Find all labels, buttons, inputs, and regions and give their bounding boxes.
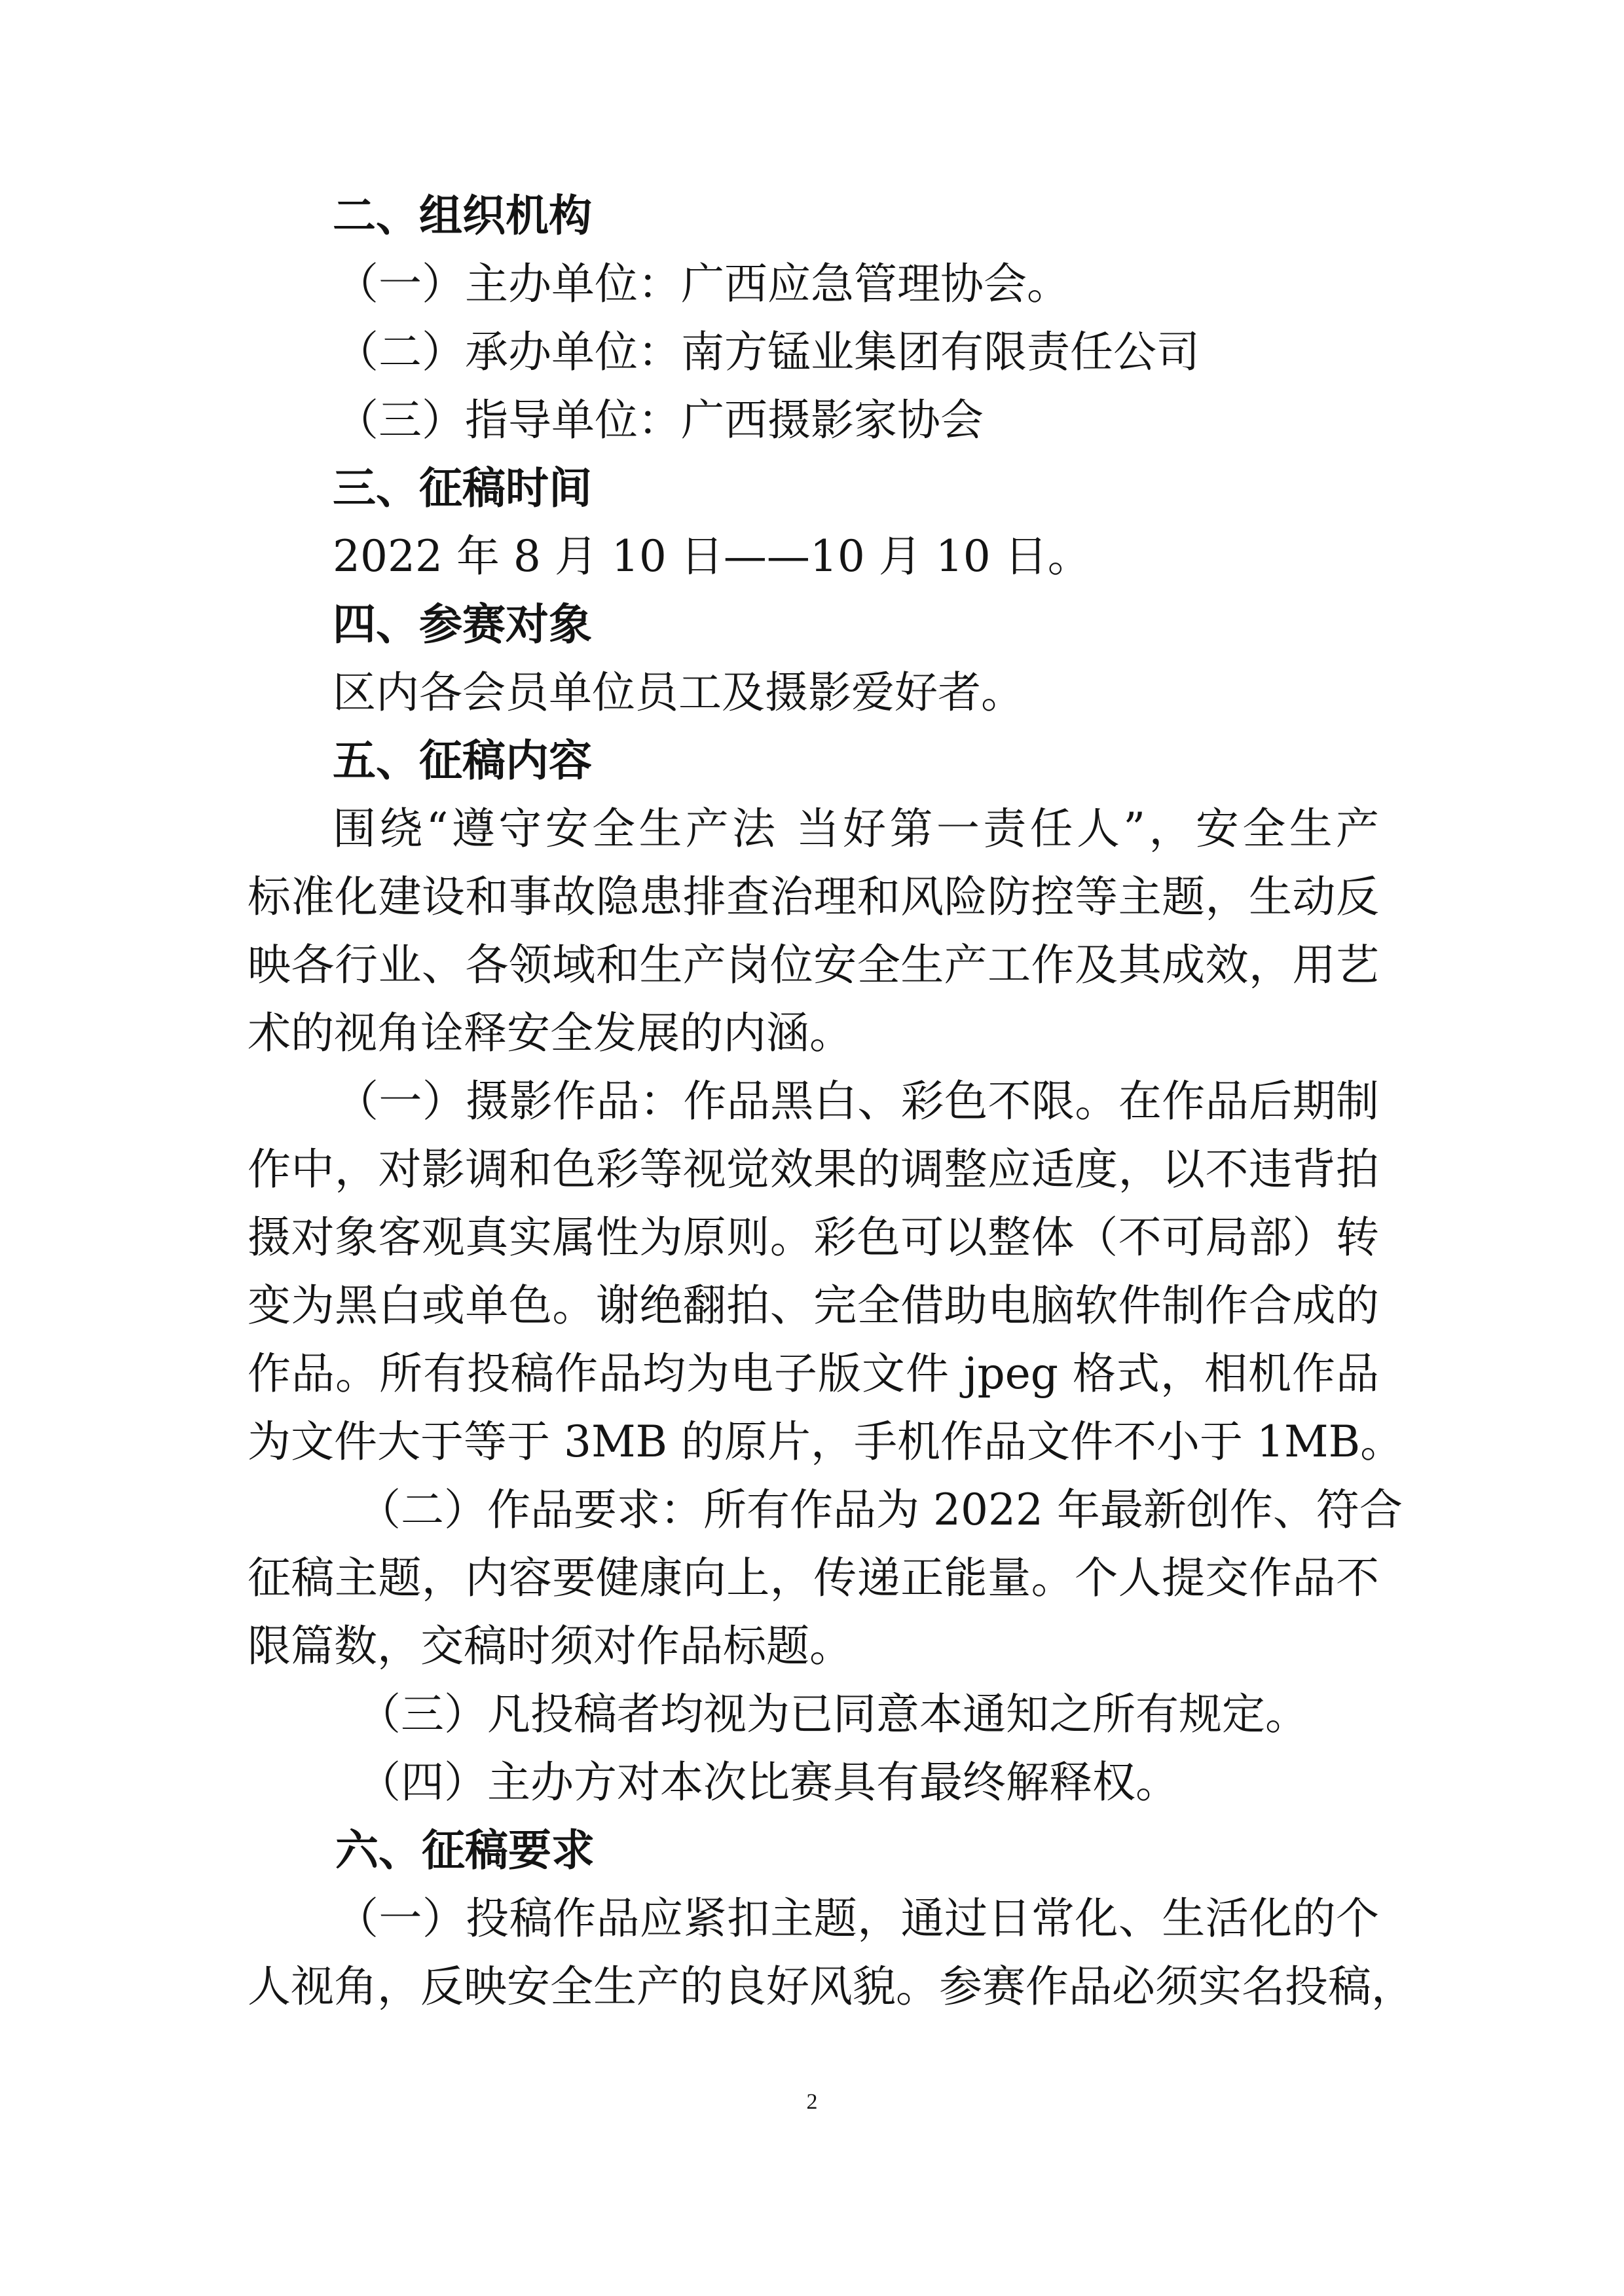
paragraph-line: （一）摄影作品：作品黑白、彩色不限。在作品后期制 [335,1076,1379,1126]
paragraph-line: 摄对象客观真实属性为原则。彩色可以整体（不可局部）转 [248,1212,1379,1263]
section-heading-organization: 二、组织机构 [333,191,592,241]
paragraph-line: 区内各会员单位员工及摄影爱好者。 [333,667,1024,718]
paragraph-line: （一）投稿作品应紧扣主题，通过日常化、生活化的个 [335,1893,1379,1944]
paragraph-line: 限篇数，交稿时须对作品标题。 [248,1621,853,1671]
paragraph-line: 围绕“遵守安全生产法 当好第一责任人”，安全生产 [333,804,1379,854]
paragraph-line: 映各行业、各领域和生产岗位安全生产工作及其成效，用艺 [248,940,1379,990]
paragraph-line: 标准化建设和事故隐患排查治理和风险防控等主题，生动反 [248,872,1379,922]
paragraph-line: 人视角，反映安全生产的良好风貌。参赛作品必须实名投稿， [248,1961,1414,2012]
paragraph-line: （三）指导单位：广西摄影家协会 [335,395,984,445]
paragraph-line: （一）主办单位：广西应急管理协会。 [335,259,1070,309]
section-heading-submission-requirements: 六、征稿要求 [335,1825,595,1876]
paragraph-line: （二）承办单位：南方锰业集团有限责任公司 [335,327,1200,377]
paragraph-line: 征稿主题，内容要健康向上，传递正能量。个人提交作品不 [248,1553,1379,1603]
page-number: 2 [806,2090,818,2114]
section-heading-participants: 四、参赛对象 [333,599,592,650]
paragraph-line: 为文件大于等于 3MB 的原片，手机作品文件不小于 1MB。 [248,1416,1404,1467]
paragraph-line: 2022 年 8 月 10 日——10 月 10 日。 [333,531,1091,582]
paragraph-line: （四）主办方对本次比赛具有最终解释权。 [358,1757,1179,1807]
section-heading-submission-content: 五、征稿内容 [333,735,592,786]
paragraph-line: （二）作品要求：所有作品为 2022 年最新创作、符合 [358,1485,1403,1535]
paragraph-line: 作中，对影调和色彩等视觉效果的调整应适度，以不违背拍 [248,1144,1379,1194]
section-heading-submission-time: 三、征稿时间 [333,463,592,513]
paragraph-line: 变为黑白或单色。谢绝翻拍、完全借助电脑软件制作合成的 [248,1280,1379,1331]
paragraph-line: 术的视角诠释安全发展的内涵。 [248,1008,853,1058]
paragraph-line: 作品。所有投稿作品均为电子版文件 jpeg 格式，相机作品 [248,1348,1379,1399]
paragraph-line: （三）凡投稿者均视为已同意本通知之所有规定。 [358,1689,1308,1739]
